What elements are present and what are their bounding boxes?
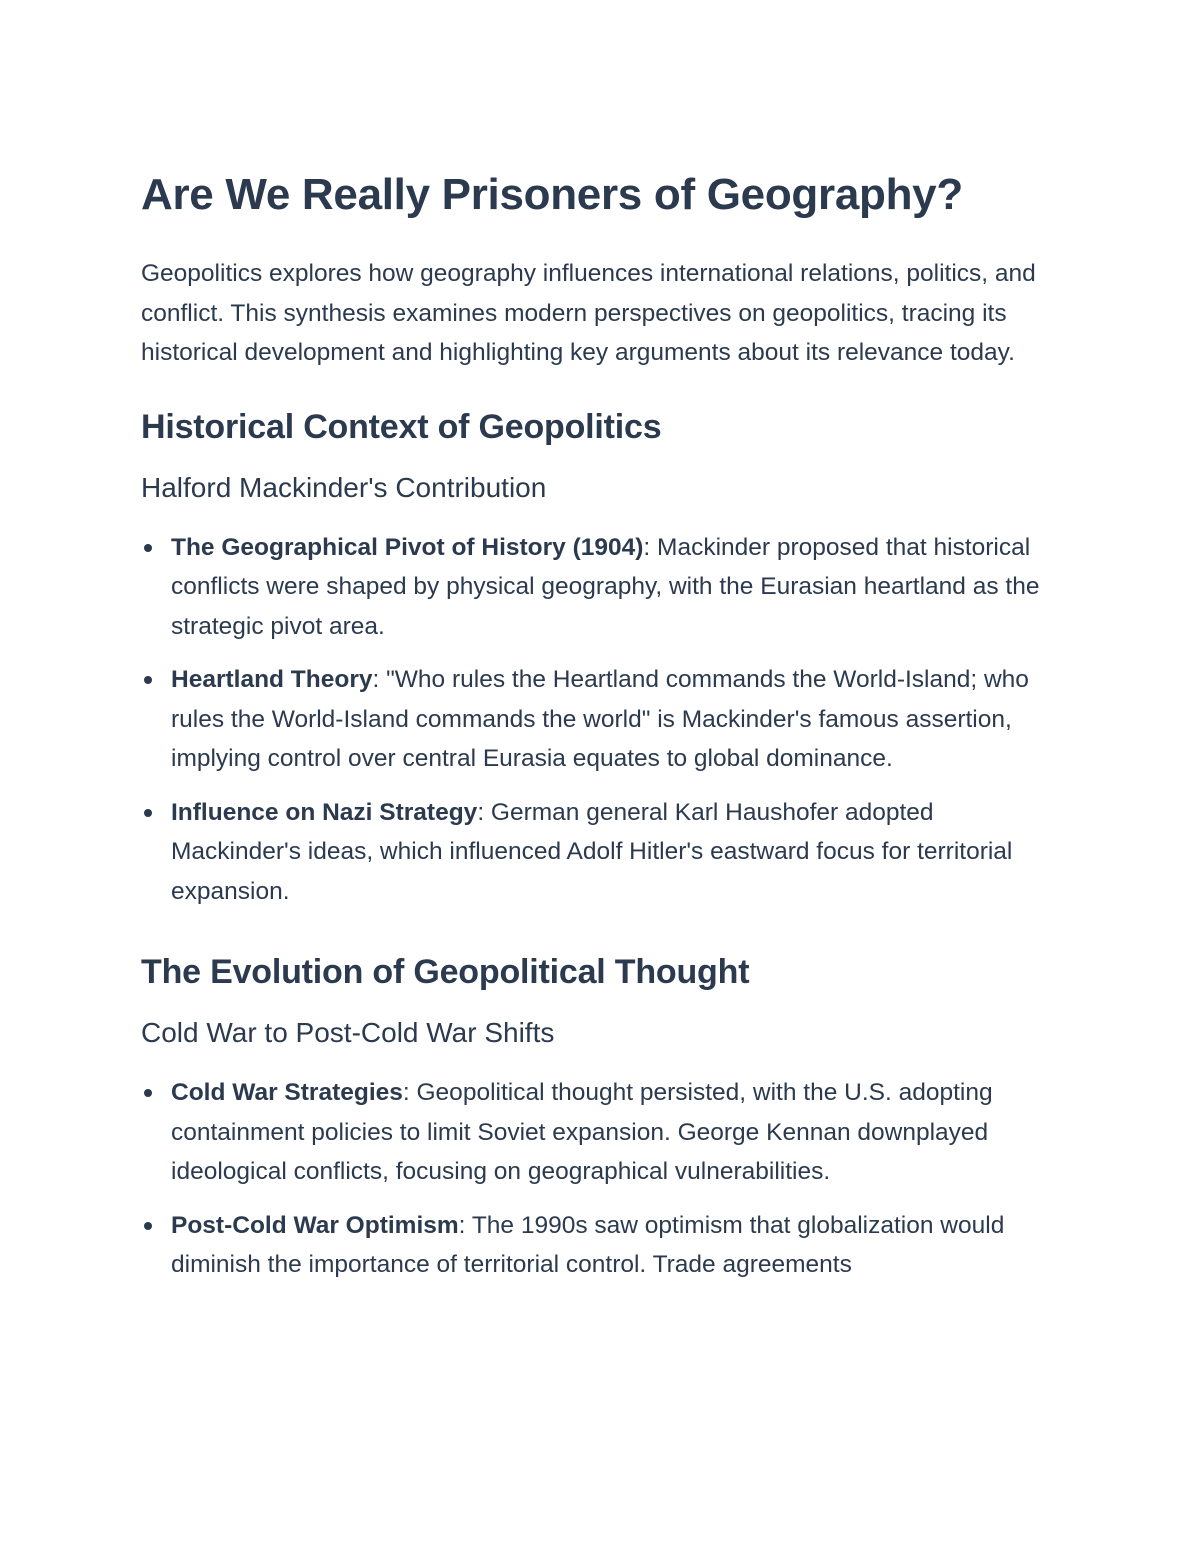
list-item bbox=[141, 1073, 1061, 1192]
section-subheading: Halford Mackinder's Contribution bbox=[141, 471, 547, 503]
bullet-icon bbox=[144, 676, 152, 684]
list-item-term: Cold War Strategies bbox=[171, 1079, 403, 1106]
bullet-icon bbox=[144, 1089, 152, 1097]
list-item-text: : "Who rules the Heartland commands the World-Island; who rules the World-Island commands the world" is Mackinder's famous assertion, implying control over central Eurasia equates to global dominance. bbox=[171, 666, 1029, 772]
section-historical-context bbox=[141, 404, 1061, 912]
list-item-text: : Geopolitical thought persisted, with the U.S. adopting containment policies to limit Soviet expansion. George Kennan downplayed ideological conflicts, focusing on geographical vulnerabilities. bbox=[171, 1079, 993, 1185]
section-subheading: Cold War to Post-Cold War Shifts bbox=[141, 1017, 555, 1048]
document-page bbox=[141, 166, 1061, 1299]
list-item-term: Post-Cold War Optimism bbox=[171, 1211, 459, 1239]
section-heading: The Evolution of Geopolitical Thought bbox=[141, 953, 750, 991]
intro-paragraph: Geopolitics explores how geography influences international relations, politics, and conflict. This synthesis examines modern perspectives on geopolitics, tracing its historical development and highlighting key arguments about its relevance today. bbox=[141, 260, 1036, 366]
list-item-text: : German general Karl Haushofer adopted Mackinder's ideas, which influenced Adolf Hitler's eastward focus for territorial expansion. bbox=[171, 798, 1013, 905]
bullet-icon bbox=[144, 1222, 152, 1230]
list-item bbox=[141, 793, 1061, 912]
page-title: Are We Really Prisoners of Geography? bbox=[141, 170, 963, 219]
bullet-icon bbox=[144, 809, 152, 817]
bullet-list bbox=[141, 1073, 1061, 1285]
list-item bbox=[141, 1206, 1061, 1285]
list-item-text: : The 1990s saw optimism that globalization would diminish the importance of territorial control. Trade agreements bbox=[171, 1211, 1005, 1278]
list-item-term: Heartland Theory bbox=[171, 666, 373, 693]
list-item-term: The Geographical Pivot of History (1904) bbox=[171, 533, 644, 561]
section-evolution bbox=[141, 949, 1061, 1285]
bullet-list bbox=[141, 528, 1061, 912]
section-spacer bbox=[141, 925, 1061, 949]
list-item-term: Influence on Nazi Strategy bbox=[171, 798, 478, 826]
section-heading: Historical Context of Geopolitics bbox=[141, 407, 662, 446]
list-item bbox=[141, 528, 1061, 647]
list-item bbox=[141, 660, 1061, 779]
bullet-icon bbox=[144, 544, 152, 552]
list-item-text: : Mackinder proposed that historical conflicts were shaped by physical geography, with the Eurasian heartland as the strategic pivot area. bbox=[171, 533, 1040, 640]
